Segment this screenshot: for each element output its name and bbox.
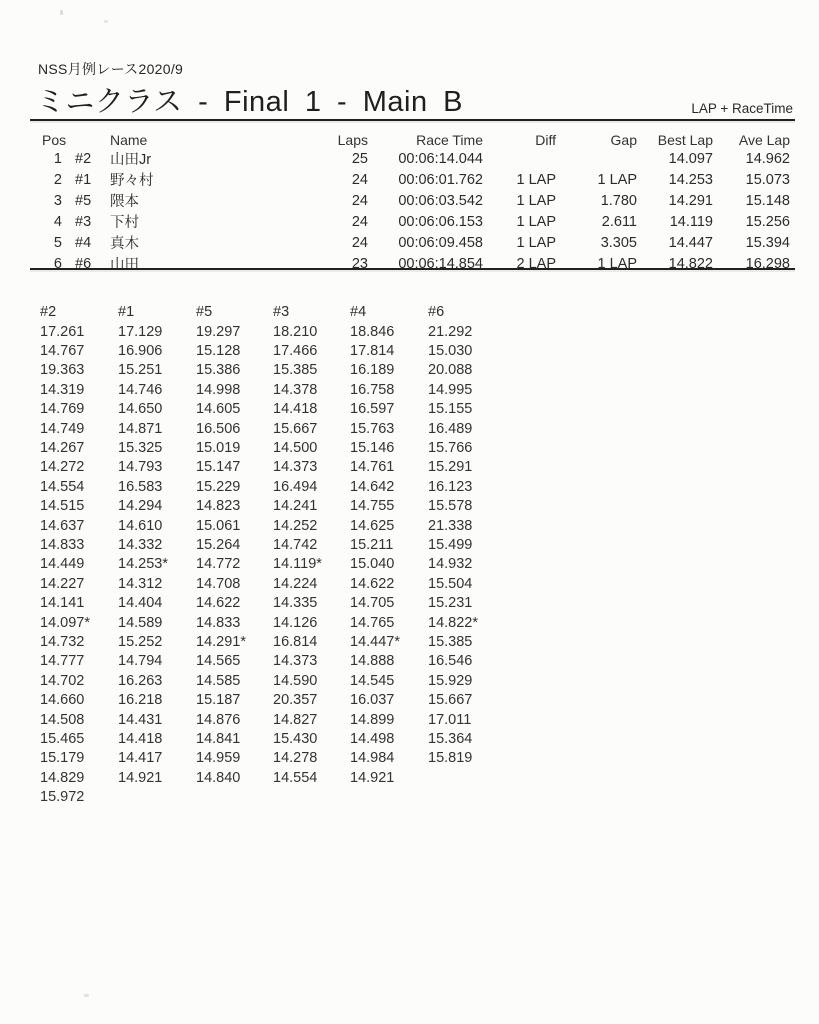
lap-times-table — [40, 302, 510, 807]
lap-cell: 14.565 — [196, 653, 241, 670]
results-col-laps: Laps — [337, 131, 368, 148]
lap-cell: 16.494 — [273, 478, 318, 495]
lap-times-body — [40, 322, 510, 807]
results-cell: 00:06:14.854 — [398, 255, 483, 272]
results-cell: 隈本 — [110, 194, 139, 210]
lap-cell: 14.829 — [40, 769, 85, 786]
lap-cell: 21.338 — [428, 517, 473, 534]
results-cell: 00:06:09.458 — [398, 234, 483, 251]
lap-cell: 15.252 — [118, 633, 163, 650]
lap-cell: 14.998 — [196, 381, 241, 398]
results-cell: 2 — [53, 171, 62, 188]
lap-cell: 15.578 — [428, 498, 473, 515]
lap-cell: 15.972 — [40, 789, 85, 806]
lap-cell: 14.404 — [118, 595, 163, 612]
lap-cell: 15.499 — [428, 536, 473, 553]
results-cell: 15.256 — [745, 213, 790, 230]
lap-cell: 14.241 — [273, 498, 318, 515]
lap-cell: 14.841 — [196, 730, 241, 747]
lap-col-car1: #1 — [118, 304, 135, 320]
timing-mode-label: LAP + RaceTime — [691, 101, 793, 116]
results-header-row — [30, 131, 790, 148]
lap-cell: 14.515 — [40, 498, 85, 515]
results-cell: 24 — [351, 213, 368, 230]
title-rule — [30, 119, 795, 121]
lap-cell: 15.667 — [273, 420, 318, 437]
lap-cell: 14.431 — [118, 711, 163, 728]
results-cell: 24 — [351, 234, 368, 251]
lap-cell: 15.030 — [428, 343, 473, 360]
lap-cell: 16.814 — [273, 633, 318, 650]
lap-cell: 14.746 — [118, 381, 163, 398]
results-cell: 00:06:03.542 — [398, 192, 483, 209]
results-cell: 野々村 — [110, 173, 154, 189]
lap-row — [40, 613, 510, 632]
lap-cell: 15.128 — [196, 343, 241, 360]
lap-cell: 15.667 — [428, 692, 473, 709]
race-title: ミニクラス - Final 1 - Main B — [36, 86, 463, 118]
lap-cell: 16.758 — [350, 381, 395, 398]
results-cell: 2.611 — [601, 213, 637, 230]
lap-cell: 14.660 — [40, 692, 85, 709]
results-cell: 2 LAP — [516, 255, 556, 272]
lap-cell: 15.179 — [40, 750, 85, 767]
lap-cell: 14.777 — [40, 653, 85, 670]
lap-cell: 14.272 — [40, 459, 85, 476]
lap-cell: 14.833 — [196, 614, 241, 631]
results-row — [30, 169, 790, 190]
lap-cell: 14.749 — [40, 420, 85, 437]
lap-cell: 14.252 — [273, 517, 318, 534]
lap-row — [40, 438, 510, 457]
results-cell: 15.394 — [745, 234, 790, 251]
lap-cell: 15.386 — [196, 362, 241, 379]
results-cell: 1 — [53, 150, 62, 167]
lap-cell: 14.732 — [40, 633, 85, 650]
lap-cell: 17.011 — [428, 711, 472, 728]
lap-cell: 14.449 — [40, 556, 85, 573]
lap-cell: 14.545 — [350, 672, 395, 689]
lap-cell: 14.833 — [40, 536, 85, 553]
results-cell: 下村 — [110, 215, 139, 231]
results-cell: 14.291 — [668, 192, 713, 209]
lap-cell: 20.357 — [273, 692, 318, 709]
lap-cell: 14.765 — [350, 614, 395, 631]
lap-row — [40, 458, 510, 477]
lap-cell: 14.705 — [350, 595, 395, 612]
lap-cell: 21.292 — [428, 323, 473, 340]
lap-cell: 14.622 — [350, 575, 395, 592]
results-cell: 14.253 — [668, 171, 713, 188]
lap-cell: 14.822* — [428, 614, 478, 631]
results-body — [30, 148, 790, 274]
results-cell: 00:06:01.762 — [398, 171, 483, 188]
results-table — [30, 131, 790, 274]
lap-cell: 15.430 — [273, 730, 318, 747]
results-cell: 3 — [53, 192, 62, 209]
lap-cell: 15.325 — [118, 440, 163, 457]
results-cell: 5 — [53, 234, 62, 251]
lap-cell: 14.097* — [40, 614, 90, 631]
lap-row — [40, 593, 510, 612]
results-cell: 24 — [351, 171, 368, 188]
lap-row — [40, 322, 510, 341]
lap-cell: 14.227 — [40, 575, 85, 592]
lap-cell: 16.037 — [350, 692, 395, 709]
lap-cell: 14.224 — [273, 575, 318, 592]
lap-row — [40, 768, 510, 787]
results-cell: 15.073 — [745, 171, 790, 188]
lap-cell: 15.766 — [428, 440, 473, 457]
results-cell: 14.822 — [668, 255, 713, 272]
lap-cell: 14.418 — [118, 730, 163, 747]
lap-cell: 15.155 — [428, 401, 473, 418]
scan-speck — [104, 20, 108, 23]
lap-cell: 14.742 — [273, 536, 318, 553]
lap-cell: 19.297 — [196, 323, 241, 340]
lap-row — [40, 341, 510, 360]
results-col-pos: Pos — [42, 131, 67, 148]
results-cell: #3 — [75, 213, 92, 230]
lap-cell: 16.189 — [350, 362, 395, 379]
results-cell: 16.298 — [745, 255, 790, 272]
lap-cell: 15.385 — [273, 362, 318, 379]
lap-row — [40, 535, 510, 554]
results-cell: 6 — [53, 255, 62, 272]
lap-cell: 14.637 — [40, 517, 85, 534]
lap-cell: 14.622 — [196, 595, 241, 612]
lap-cell: 14.921 — [118, 769, 163, 786]
results-col-gap: Gap — [610, 131, 637, 148]
lap-row — [40, 710, 510, 729]
lap-cell: 14.708 — [196, 575, 241, 592]
lap-cell: 14.508 — [40, 711, 85, 728]
lap-cell: 14.793 — [118, 459, 163, 476]
lap-cell: 14.141 — [40, 595, 85, 612]
event-name: NSS月例レース2020/9 — [38, 61, 184, 77]
lap-header-row — [40, 302, 510, 322]
lap-cell: 14.278 — [273, 750, 318, 767]
lap-cell: 14.767 — [40, 343, 85, 360]
lap-cell: 14.610 — [118, 517, 163, 534]
lap-cell: 14.823 — [196, 498, 241, 515]
lap-cell: 14.554 — [273, 769, 318, 786]
lap-cell: 15.061 — [196, 517, 241, 534]
results-bottom-rule — [30, 268, 795, 270]
lap-cell: 14.932 — [428, 556, 473, 573]
results-row — [30, 148, 790, 169]
lap-row — [40, 419, 510, 438]
lap-cell: 20.088 — [428, 362, 473, 379]
lap-cell: 15.187 — [196, 692, 241, 709]
lap-cell: 14.772 — [196, 556, 241, 573]
lap-cell: 14.995 — [428, 381, 473, 398]
lap-cell: 15.929 — [428, 672, 473, 689]
lap-cell: 16.218 — [118, 692, 163, 709]
lap-cell: 17.466 — [273, 343, 318, 360]
results-cell: 1 LAP — [597, 255, 637, 272]
lap-row — [40, 690, 510, 709]
lap-cell: 14.267 — [40, 440, 85, 457]
results-row — [30, 232, 790, 253]
lap-row — [40, 652, 510, 671]
lap-cell: 15.251 — [118, 362, 163, 379]
lap-cell: 14.605 — [196, 401, 241, 418]
results-cell: #2 — [75, 150, 92, 167]
results-cell: 4 — [53, 213, 62, 230]
results-cell: 00:06:06.153 — [398, 213, 483, 230]
lap-cell: 17.261 — [40, 323, 85, 340]
lap-row — [40, 574, 510, 593]
lap-cell: 15.264 — [196, 536, 241, 553]
results-cell: 25 — [351, 150, 368, 167]
lap-cell: 14.827 — [273, 711, 318, 728]
results-cell: #4 — [75, 234, 92, 251]
lap-row — [40, 555, 510, 574]
lap-cell: 16.489 — [428, 420, 473, 437]
lap-cell: 14.589 — [118, 614, 163, 631]
lap-cell: 14.335 — [273, 595, 318, 612]
lap-cell: 14.332 — [118, 536, 163, 553]
lap-cell: 14.378 — [273, 381, 318, 398]
lap-cell: 16.906 — [118, 343, 163, 360]
lap-cell: 14.959 — [196, 750, 241, 767]
lap-row — [40, 787, 510, 806]
lap-cell: 14.921 — [350, 769, 395, 786]
lap-cell: 14.500 — [273, 440, 318, 457]
results-cell: 1 LAP — [597, 171, 637, 188]
results-cell: 00:06:14.044 — [398, 150, 483, 167]
results-cell: #5 — [75, 192, 92, 209]
results-cell: 山田 — [110, 257, 139, 273]
lap-row — [40, 497, 510, 516]
results-cell: 1 LAP — [516, 213, 556, 230]
lap-cell: 14.625 — [350, 517, 395, 534]
results-cell: 1 LAP — [516, 171, 556, 188]
results-col-best-lap: Best Lap — [657, 131, 713, 148]
lap-cell: 19.363 — [40, 362, 85, 379]
lap-cell: 15.364 — [428, 730, 473, 747]
lap-cell: 14.418 — [273, 401, 318, 418]
results-row — [30, 211, 790, 232]
lap-cell: 14.373 — [273, 459, 318, 476]
lap-cell: 14.373 — [273, 653, 318, 670]
lap-cell: 16.263 — [118, 672, 163, 689]
lap-cell: 14.876 — [196, 711, 241, 728]
results-col-ave-lap: Ave Lap — [738, 131, 790, 148]
lap-cell: 14.498 — [350, 730, 395, 747]
lap-col-car6: #6 — [428, 304, 445, 320]
lap-row — [40, 671, 510, 690]
lap-cell: 14.417 — [118, 750, 163, 767]
lap-cell: 18.210 — [273, 323, 318, 340]
lap-cell: 14.761 — [350, 459, 395, 476]
lap-cell: 14.291* — [196, 633, 246, 650]
results-row — [30, 190, 790, 211]
scan-speck — [60, 10, 63, 15]
lap-row — [40, 400, 510, 419]
lap-cell: 15.291 — [428, 459, 473, 476]
lap-col-car2: #2 — [40, 304, 57, 320]
lap-cell: 16.506 — [196, 420, 241, 437]
results-cell: 23 — [351, 255, 368, 272]
results-cell: 真木 — [110, 236, 139, 252]
lap-cell: 14.447* — [350, 633, 400, 650]
results-cell: 24 — [351, 192, 368, 209]
lap-row — [40, 380, 510, 399]
lap-cell: 15.019 — [196, 440, 241, 457]
lap-cell: 15.146 — [350, 440, 395, 457]
lap-col-car5: #5 — [196, 304, 213, 320]
results-cell: 山田Jr — [110, 152, 152, 168]
lap-cell: 15.147 — [196, 459, 241, 476]
lap-cell: 14.585 — [196, 672, 241, 689]
results-col-name: Name — [110, 131, 148, 148]
lap-cell: 15.819 — [428, 750, 473, 767]
lap-cell: 14.769 — [40, 401, 85, 418]
lap-cell: 14.590 — [273, 672, 318, 689]
lap-cell: 15.229 — [196, 478, 241, 495]
results-col-race-time: Race Time — [416, 131, 483, 148]
lap-col-car3: #3 — [273, 304, 290, 320]
lap-cell: 14.899 — [350, 711, 395, 728]
lap-cell: 15.763 — [350, 420, 395, 437]
lap-cell: 14.319 — [40, 381, 85, 398]
results-cell: #6 — [75, 255, 92, 272]
lap-cell: 14.312 — [118, 575, 163, 592]
lap-cell: 14.794 — [118, 653, 163, 670]
results-cell: #1 — [75, 171, 92, 188]
lap-cell: 15.231 — [428, 595, 473, 612]
lap-col-car4: #4 — [350, 304, 367, 320]
results-col-diff: Diff — [535, 131, 556, 148]
lap-row — [40, 477, 510, 496]
lap-cell: 17.129 — [118, 323, 163, 340]
lap-cell: 15.385 — [428, 633, 473, 650]
lap-cell: 14.702 — [40, 672, 85, 689]
lap-row — [40, 749, 510, 768]
results-cell: 14.447 — [668, 234, 713, 251]
lap-cell: 14.984 — [350, 750, 395, 767]
lap-cell: 14.294 — [118, 498, 163, 515]
results-cell: 1 LAP — [516, 192, 556, 209]
lap-cell: 15.465 — [40, 730, 85, 747]
lap-cell: 14.119* — [273, 556, 322, 573]
lap-row — [40, 361, 510, 380]
results-cell: 3.305 — [600, 234, 637, 251]
lap-cell: 15.040 — [350, 556, 395, 573]
scan-speck — [84, 994, 89, 997]
lap-cell: 14.126 — [273, 614, 318, 631]
lap-cell: 14.642 — [350, 478, 395, 495]
results-cell: 14.119 — [669, 213, 713, 230]
results-cell: 1.780 — [600, 192, 637, 209]
lap-cell: 15.504 — [428, 575, 473, 592]
lap-cell: 14.650 — [118, 401, 163, 418]
lap-cell: 14.755 — [350, 498, 395, 515]
lap-cell: 14.840 — [196, 769, 241, 786]
lap-cell: 14.888 — [350, 653, 395, 670]
lap-row — [40, 516, 510, 535]
lap-row — [40, 632, 510, 651]
results-row — [30, 253, 790, 274]
lap-cell: 14.253* — [118, 556, 168, 573]
results-cell: 15.148 — [745, 192, 790, 209]
results-cell: 14.097 — [668, 150, 713, 167]
lap-cell: 16.123 — [428, 478, 473, 495]
results-cell: 14.962 — [745, 150, 790, 167]
lap-cell: 14.554 — [40, 478, 85, 495]
lap-cell: 15.211 — [350, 536, 394, 553]
lap-cell: 16.597 — [350, 401, 395, 418]
lap-cell: 16.583 — [118, 478, 163, 495]
lap-row — [40, 729, 510, 748]
lap-cell: 18.846 — [350, 323, 395, 340]
lap-cell: 17.814 — [350, 343, 395, 360]
lap-cell: 16.546 — [428, 653, 473, 670]
results-cell: 1 LAP — [516, 234, 556, 251]
lap-cell: 14.871 — [118, 420, 163, 437]
